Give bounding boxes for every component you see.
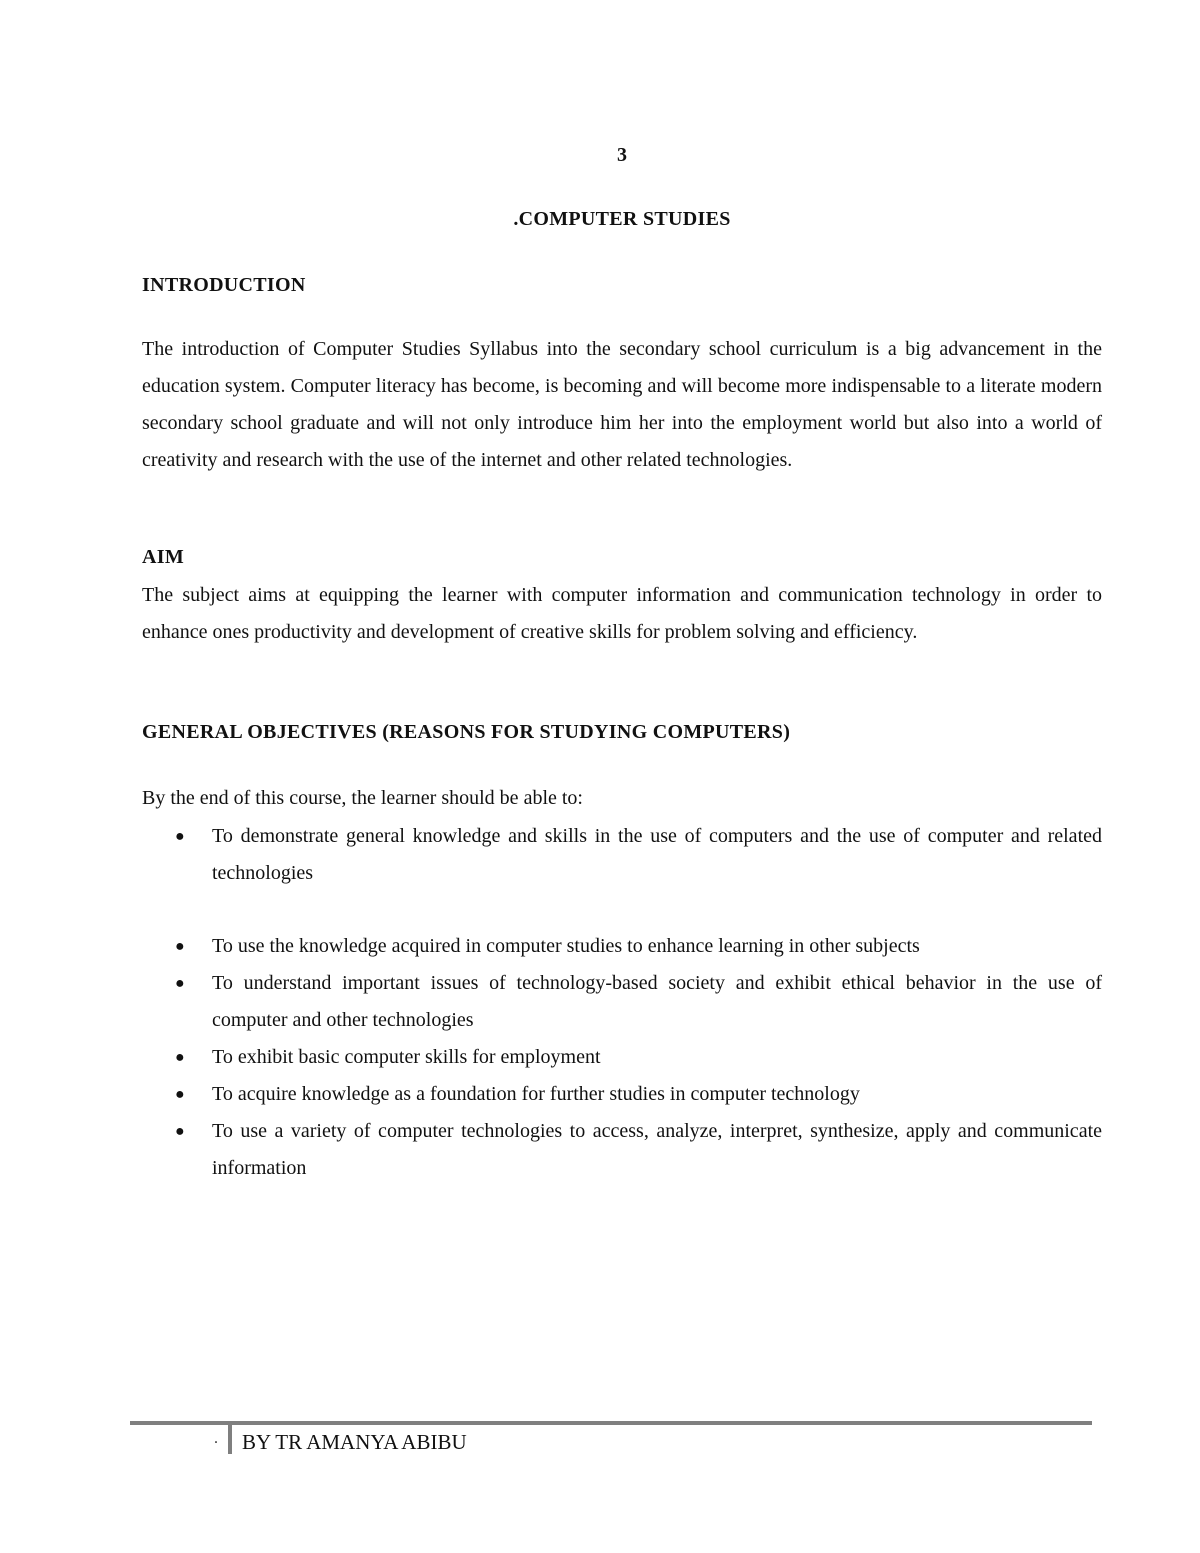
- list-item: [142, 928, 1102, 965]
- footer-divider: [130, 1421, 1092, 1425]
- list-item-text: To understand important issues of technology-based society and exhibit ethical behavior in the use of computer and other technologies: [212, 972, 1102, 1031]
- page-title: .COMPUTER STUDIES: [513, 208, 731, 230]
- list-item: [142, 1076, 1102, 1113]
- list-item-text: To use a variety of computer technologies to access, analyze, interpret, synthesize, apply and communicate information: [212, 1120, 1102, 1179]
- aim-paragraph: The subject aims at equipping the learner with computer information and communication technology in order to enhance ones productivity and development of creative skills for problem solving and efficiency.: [142, 584, 1102, 643]
- footer-dot: .: [214, 1430, 218, 1447]
- objectives-lead: By the end of this course, the learner should be able to:: [142, 787, 583, 809]
- list-item-text: To exhibit basic computer skills for employment: [212, 1046, 601, 1068]
- objectives-heading: GENERAL OBJECTIVES (REASONS FOR STUDYING COMPUTERS): [142, 721, 791, 743]
- list-item: [142, 1113, 1102, 1187]
- introduction-paragraph: The introduction of Computer Studies Syllabus into the secondary school curriculum is a big advancement in the education system. Computer literacy has become, is becoming and will become more indispensable to a literate modern secondary school graduate and will not only introduce him her into the employment world but also into a world of creativity and research with the use of the internet and other related technologies.: [142, 338, 1102, 471]
- bullet-icon: ●: [175, 938, 185, 955]
- bullet-icon: ●: [175, 1123, 185, 1140]
- list-item: [142, 965, 1102, 1039]
- bullet-icon: ●: [175, 828, 185, 845]
- objectives-list: [142, 818, 1102, 1187]
- introduction-heading: INTRODUCTION: [142, 274, 306, 296]
- page-number: 3: [617, 144, 627, 166]
- list-item-text: To use the knowledge acquired in computer studies to enhance learning in other subjects: [212, 935, 920, 957]
- footer-author: BY TR AMANYA ABIBU: [242, 1430, 467, 1454]
- bullet-icon: ●: [175, 975, 185, 992]
- footer-separator-bar: [228, 1424, 232, 1454]
- list-item-text: To acquire knowledge as a foundation for further studies in computer technology: [212, 1083, 860, 1105]
- list-item-text: To demonstrate general knowledge and skills in the use of computers and the use of computer and related technologies: [212, 825, 1102, 884]
- bullet-icon: ●: [175, 1086, 185, 1103]
- list-item: [142, 1039, 1102, 1076]
- bullet-icon: ●: [175, 1049, 185, 1066]
- list-item: [142, 818, 1102, 892]
- aim-heading: AIM: [142, 546, 185, 568]
